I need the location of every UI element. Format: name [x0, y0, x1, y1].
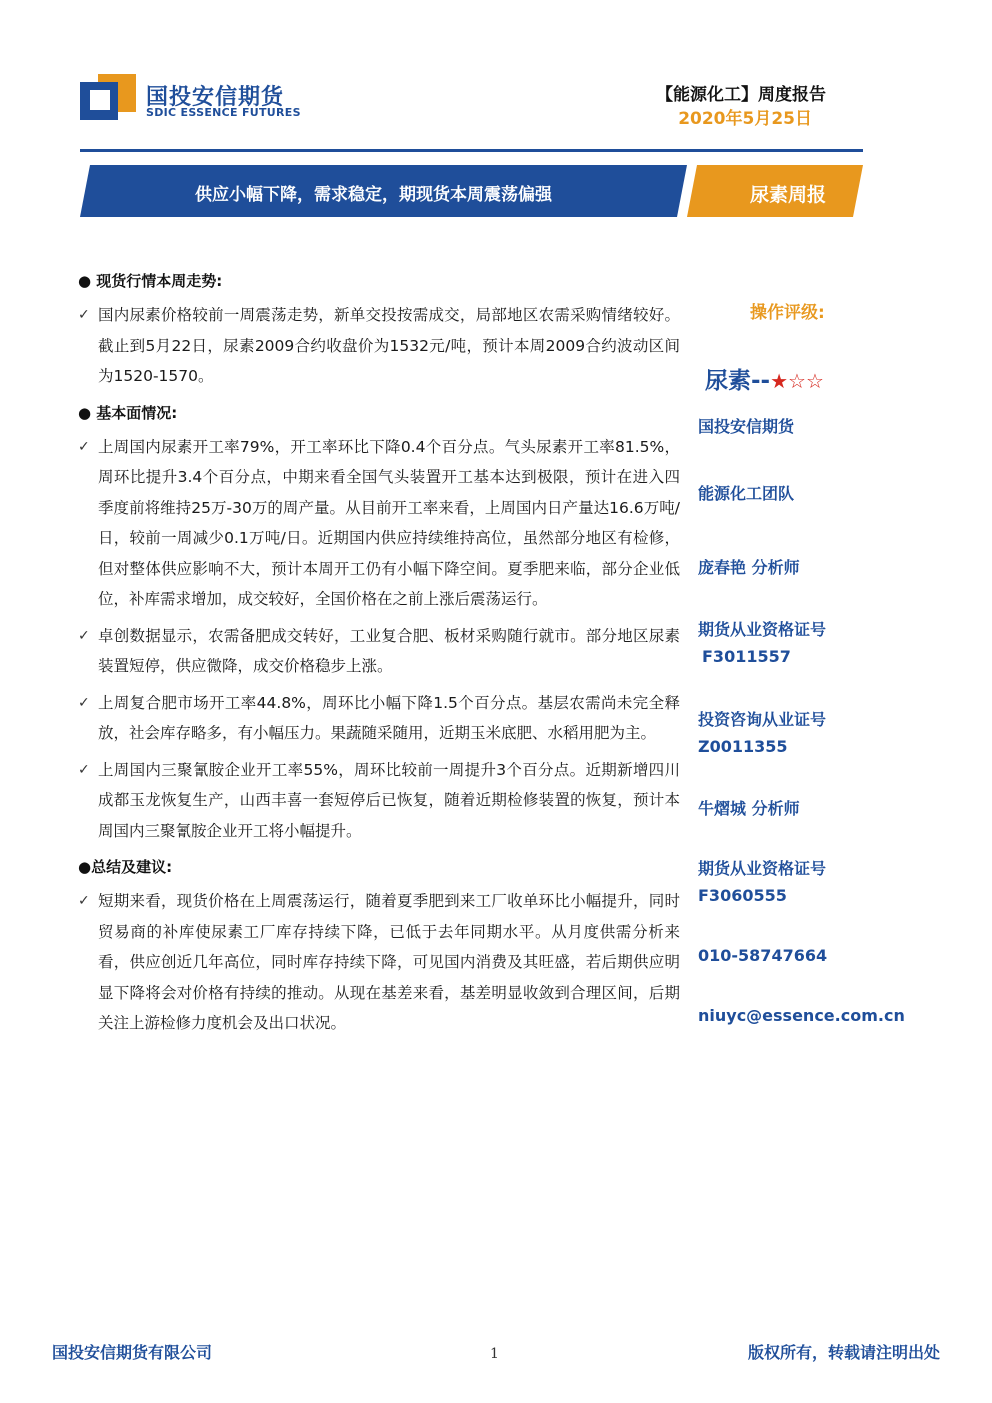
sidebar-team: 能源化工团队 [698, 484, 795, 503]
list-item: ✓ 上周复合肥市场开工率44.8%，周环比小幅下降1.5个百分点。基层农需尚未完全释放，社会库存略多，有小幅压力。果蔬随采随用，近期玉米底肥、水稻用肥为主。 [78, 688, 680, 749]
analyst1-consult-label: 投资咨询从业证号 [698, 710, 827, 729]
checkmark-icon: ✓ [78, 627, 90, 644]
analyst-name-1: 庞春艳 分析师 [698, 558, 800, 577]
analyst1-cert: F3011557 [702, 647, 791, 666]
company-logo-english: SDIC ESSENCE FUTURES [146, 106, 301, 119]
list-item: ✓ 短期来看，现货价格在上周震荡运行，随着夏季肥到来工厂收单环比小幅提升，同时贸易商的补库使尿素工厂库存持续下降，已低于去年同期水平。从月度供需分析来看，供应创近几年高位，同时库存持续下降，可见国内消费及其旺盛，若后期供应明显下降将会对价格有持续的推动。从现在基差来看，基差明显收敛到合理区间，后期关注上游检修力度机会及出口状况。 [78, 886, 680, 1039]
analyst1-cert-label: 期货从业资格证号 [698, 620, 827, 639]
report-type: 【能源化工】周度报告 [656, 85, 826, 105]
list-item: ✓ 国内尿素价格较前一周震荡走势，新单交投按需成交，局部地区农需采购情绪较好。截止到5月22日，尿素2009合约收盘价为1532元/吨，预计本周2009合约波动区间为1520-1570。 [78, 300, 680, 392]
list-item: ✓ 上周国内三聚氰胺企业开工率55%，周环比较前一周提升3个百分点。近期新增四川成都玉龙恢复生产，山西丰喜一套短停后已恢复，随着近期检修装置的恢复，预计本周国内三聚氰胺企业开工将小幅提升。 [78, 755, 680, 847]
contact-email[interactable]: niuyc@essence.com.cn [698, 1006, 905, 1025]
checkmark-icon: ✓ [78, 761, 90, 778]
analyst2-cert-label: 期货从业资格证号 [698, 859, 827, 878]
checkmark-icon: ✓ [78, 307, 90, 323]
rating-product: 尿素-- [705, 368, 771, 394]
rating-value [705, 362, 824, 395]
banner-tag: 尿素周报 [750, 184, 827, 206]
checkmark-icon: ✓ [78, 438, 90, 455]
analyst-name-2: 牛熠城 分析师 [698, 799, 800, 818]
section-heading-summary: ●总结及建议: [78, 858, 173, 876]
main-content [78, 264, 680, 1045]
report-date: 2020年5月25日 [678, 109, 812, 129]
rating-stars-icon: ★☆☆ [770, 369, 824, 393]
section-heading-spot: ● 现货行情本周走势: [78, 272, 223, 290]
company-logo-text: 国投安信期货 [146, 85, 285, 110]
page-number: 1 [490, 1346, 499, 1362]
footer-company: 国投安信期货有限公司 [52, 1343, 213, 1362]
list-item: ✓ 卓创数据显示，农需备肥成交转好，工业复合肥、板材采购随行就市。部分地区尿素装置短停，供应微降，成交价格稳步上涨。 [78, 621, 680, 682]
rating-label: 操作评级: [750, 303, 825, 323]
analyst2-cert: F3060555 [698, 886, 787, 905]
footer-copyright: 版权所有，转载请注明出处 [747, 1343, 940, 1362]
checkmark-icon: ✓ [78, 893, 90, 909]
header-divider [80, 149, 863, 152]
section-heading-fundamentals: ● 基本面情况: [78, 403, 178, 422]
sidebar-company: 国投安信期货 [698, 417, 795, 436]
list-item: ✓ 上周国内尿素开工率79%，开工率环比下降0.4个百分点。气头尿素开工率81.5%，周环比提升3.4个百分点，中期来看全国气头装置开工基本达到极限，预计在进入四季度前将维持25万-30万的周产量。从目前开工率来看，上周国内日产量达16.6万吨/日，较前一周减少0.1万吨/日。近期国内供应持续维持高位，虽然部分地区有检修，但对整体供应影响不大，预计本周开工仍有小幅下降空间。夏季肥来临，部分企业低位，补库需求增加，成交较好，全国价格在之前上涨后震荡运行。 [78, 432, 680, 615]
contact-phone: 010-58747664 [698, 946, 828, 965]
analyst1-consult: Z0011355 [698, 737, 788, 756]
checkmark-icon: ✓ [78, 694, 90, 711]
banner-title: 供应小幅下降，需求稳定，期现货本周震荡偏强 [195, 185, 552, 205]
logo-icon [80, 74, 136, 120]
